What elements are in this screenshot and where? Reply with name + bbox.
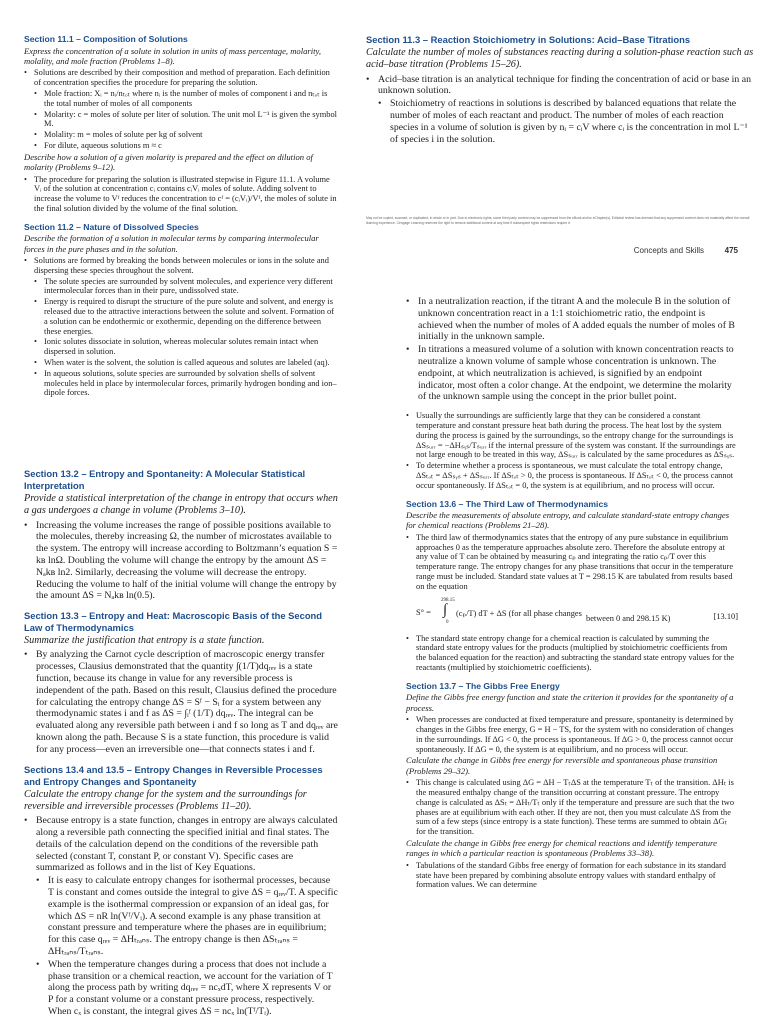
sub-bullet-item: • Molality: m = moles of solute per kg of solvent [34,130,338,140]
equation-number: [13.10] [713,611,738,621]
equation-13-10 [406,598,738,628]
sub-bullet-item: • In aqueous solutions, solute species are surrounded by solvation shells of solvent molecules held in place by intermolecular forces, primarily hydrogen bonding and ion–dipole forces. [34,369,338,398]
bullet-item: • When processes are conducted at fixed temperature and pressure, spontaneity is determined by changes in the Gibbs free energy, G = H − TS, for the system with no consideration of changes in the surroundings. If ΔG < 0, the process is spontaneous. If ΔG > 0, the process cannot occur spontaneously. If ΔG = 0, the system is at equilibrium, and no process will occur. [406,715,738,754]
bullet-item: • This change is calculated using ΔG = ΔH − TₜΔS at the temperature Tₜ of the transition. ΔHₜ is the measured enthalpy change of the transition occurring at constant pressure. The entropy change is calculated as ΔSₜ = ΔHₜ/Tₜ only if the temperature and pressure are such that the two phases are at equilibrium with each other. If they are not, then you must calculate ΔS from the sum of a few steps (since entropy is a state function). These terms are summed to obtain ΔGₜ for the transition. [406,778,738,837]
bullet-item: • Increasing the volume increases the range of possible positions available to the molecules, thereby increasing Ω, the number of microstates available to the system. The entropy will increase according to Boltzmann’s equation S = kʙ lnΩ. Doubling the volume will change the entropy by the amount ΔS = Nₐkʙ ln2. Similarly, decreasing the volume will decrease the entropy. Reducing the volume to half of the initial volume will change the entropy by the amount ΔS = Nₐkʙ ln(0.5). [24,520,338,603]
equation-condition: between 0 and 298.15 K) [586,613,671,623]
section-11-2 [24,222,338,398]
bullet-item: • Acid–base titration is an analytical technique for finding the concentration of acid or base in an unknown solution. [366,74,754,98]
sub-bullet-item: • Energy is required to disrupt the structure of the pure solute and solvent, and energy is released due to the attractive interactions between the solute and solvent. Formation of a solution can be endothermic or exothermic, depending on the difference between these energies. [34,297,338,336]
learning-objective: Describe the measurements of absolute entropy, and calculate standard-state entropy changes for chemical reactions (Problems 21–28). [406,510,730,531]
left-top-panel [0,28,344,468]
section-13-6 [406,499,738,673]
section-13-2 [24,468,338,602]
section-11-1 [24,34,338,214]
page-header [352,246,768,260]
equation-expression: (cₚ/T) dT + ΔS (for all phase changes [456,608,582,618]
learning-objective: Define the Gibbs free energy function and state the criterion it provides for the spontaneity of a process. [406,692,734,713]
sub-bullet-item: • When water is the solvent, the solution is called aqueous and solutes are labeled (aq). [34,358,338,368]
section-heading: Sections 13.4 and 13.5 – Entropy Changes in Reversible Processes and Entropy Changes and Spontaneity [24,763,323,787]
section-heading: Section 13.7 – The Gibbs Free Energy [406,680,560,691]
section-heading: Section 11.3 – Reaction Stoichiometry in Solutions: Acid–Base Titrations [366,34,691,45]
sub-bullet-item: • For dilute, aqueous solutions m ≈ c [34,141,338,151]
sub-bullet-item: • When the temperature changes during a process that does not include a phase transition or a chemical reaction, we account for the variation of T along the process path by writing dqᵣₑᵥ = ncₓdT, where X represents V or P for a constant volume or a constant pressure process, respectively. When cₓ is constant, the integral gives ΔS = ncₓ ln(Tᶠ/Tᵢ). [36,959,338,1018]
bullet-item: • In titrations a measured volume of a solution with known concentration reacts to neutralize a known volume of sample whose concentration is unknown. The endpoint, at which neutralization is achieved, is signified by an endpoint indicator, most often a color change. At the endpoint, we determine the molarity of the unknown sample using the concept in the prior bullet point. [406,344,738,403]
learning-objective: Summarize the justification that entropy is a state function. [24,635,265,647]
sub-bullet-item: • The solute species are surrounded by solvent molecules, and experience very different intermolecular forces than in their pure, undissolved state. [34,277,338,297]
section-13-7 [406,681,738,890]
bullet-item: • The procedure for preparing the solution is illustrated stepwise in Figure 11.1. A volume Vᵢ of the solution at concentration cᵢ contains cᵢVᵢ moles of solute. Adding solvent to increase the volume to Vᶠ reduces the concentration to cᶠ = (cᵢVᵢ)/Vᶠ, the moles of solute in the final solution divided by the volume of the final solution. [24,175,338,214]
sub-bullet-item: • Mole fraction: Xᵢ = nᵢ/nₜₒₜ where nᵢ is the number of moles of component i and nₜₒₜ is the total number of moles of all components [34,89,338,109]
sub-bullet-item: • It is easy to calculate entropy changes for isothermal processes, because T is constant and comes outside the integral to give ΔS = qᵣₑᵥ/T. A specific example is the isothermal compression or expansion of an ideal gas, for which ΔS = nR ln(Vᶠ/Vᵢ). A second example is any phase transition at constant pressure and temperature where the phases are in equilibrium; for this case qᵣₑᵥ = ΔHₜᵣₐₙₛ. The entropy change is then ΔSₜᵣₐₙₛ = ΔHₜᵣₐₙₛ/Tₜᵣₐₙₛ. [36,875,338,958]
section-heading: Section 13.2 – Entropy and Spontaneity: A Molecular Statistical Interpretation [24,468,306,491]
bullet-item: • Tabulations of the standard Gibbs free energy of formation for each substance in its standard state have been prepared by combining absolute entropy values with standard enthalpy of formation values. We can determine [406,861,738,890]
right-page-panel [352,238,768,1024]
bullet-item: • Usually the surroundings are sufficiently large that they can be considered a constant temperature and constant pressure heat bath during the process. The heat lost by the system during the process is gained by the surroundings, so the entropy change for the surroundings is ΔSₛᵤᵣᵣ = −ΔHₛᵧₛ/Tₛᵤᵣᵣ if the internal pressure of the system was constant. If the surroundings are not large enough to be treated in this way, ΔSₛᵤᵣᵣ is calculated by the same procedures as ΔSₛᵧₛ. [406,411,738,460]
bullet-item: • By analyzing the Carnot cycle description of macroscopic energy transfer processes, Clausius demonstrated that the quantity ∫(1/T)dqᵣₑᵥ is a state function, because its change in value for any reversible process is independent of the path. Based on this result, Clausius defined the procedure for calculating the entropy change ΔS = Sᶠ − Sᵢ for a system between any thermodynamic states i and f as ΔS = ∫ᵢᶠ (1/T) dqᵣₑᵥ. The integral can be evaluated along any reversible path between i and f so long as T and dqᵣₑᵥ are known along the path. Because S is a state function, this procedure is valid for any process—even an irreversible one—that connects states i and f. [24,649,338,755]
section-13-4-13-5 [24,764,338,1018]
bullet-item: • Because entropy is a state function, changes in entropy are always calculated along a reversible path connecting the specified initial and final states. The details of the calculation depend on the conditions of the reversible path selected (constant T, constant P, or constant V). Specific cases are summarized as follows and in the list of Key Equations. [24,815,338,874]
section-heading: Section 11.1 – Composition of Solutions [24,34,188,44]
bullet-item: • Solutions are formed by breaking the bonds between molecules or ions in the solute and dispersing these species throughout the solvent. [24,256,338,276]
bullet-item: • The standard state entropy change for a chemical reaction is calculated by summing the standard state entropy values for the products (multiplied by stoichiometric coefficients from the balanced equation for the reaction) and subtracting the standard state entropy values for the reactants (multiplied by stoichiometric coefficients). [406,634,738,673]
bullet-item: • Solutions are described by their composition and method of preparation. Each definition of concentration specifies the procedure for preparing the solution. [24,68,338,88]
page-number: 475 [724,246,738,255]
section-heading: Section 13.3 – Entropy and Heat: Macroscopic Basis of the Second Law of Thermodynamics [24,610,322,634]
section-13-3 [24,610,338,755]
right-top-panel [352,28,768,260]
bullet-item: • To determine whether a process is spontaneous, we must calculate the total entropy change, ΔSₜₒₜ = ΔSₛᵧₛ + ΔSₛᵤᵣᵣ. If ΔSₜₒₜ > 0, the process is spontaneous. If ΔSₜₒₜ < 0, the process cannot occur spontaneously. If ΔSₜₒₜ = 0, the system is at equilibrium, and no process will occur. [406,461,738,490]
learning-objective: Calculate the change in Gibbs free energy for reversible and spontaneous phase transition (Problems 29–32). [406,755,718,776]
sub-bullet-item: • Stoichiometry of reactions in solutions is described by balanced equations that relate the number of moles of each reactant and product. The number of moles of each reaction species in a volume of solution is given by nᵢ = cᵢV where cᵢ is the concentration in mol L⁻¹ of species i in the solution. [378,98,754,145]
section-heading: Section 11.2 – Nature of Dissolved Species [24,221,199,232]
learning-objective: Calculate the entropy change for the system and the surroundings for reversible and irreversible processes (Problems 11–20). [24,788,307,812]
bullet-item: • The third law of thermodynamics states that the entropy of any pure substance in equilibrium approaches 0 as the temperature approaches absolute zero. Therefore the absolute entropy at any value of T can be obtained by measuring cₚ and integrating the ratio cₚ/T over this temperature range. The entropy changes for any phase transitions that occur in the temperature range must be included. Standard state values at T = 298.15 K are tabulated from results based on the equation [406,533,738,592]
learning-objective: Provide a statistical interpretation of the change in entropy that occurs when a gas undergoes a change in volume (Problems 3–10). [24,493,338,517]
learning-objective: Express the concentration of a solute in solution in units of mass percentage, molarity, molality, and mole fraction (Problems 1–8). [24,45,322,66]
learning-objective: Calculate the number of moles of substances reacting during a solution-phase reaction such as acid–base titration (Problems 15–26). [366,47,754,71]
equation-lhs: S° = [416,607,431,617]
integral-lower-limit: 0 [446,619,449,625]
integral-sign-icon: ∫ [443,601,448,618]
bullet-item: • In a neutralization reaction, if the titrant A and the molecule B in the solution of unknown concentration react in a 1:1 stoichiometric ratio, the endpoint is achieved when the number of moles of A added equals the number of moles of B initially in the unknown sample. [406,296,738,343]
sub-bullet-item: • Molarity: c = moles of solute per liter of solution. The unit mol L⁻¹ is given the symbol M. [34,110,338,130]
section-heading: Section 13.6 – The Third Law of Thermodynamics [406,498,608,509]
learning-objective: Describe how a solution of a given molarity is prepared and the effect on dilution of molarity (Problems 9–12). [24,151,313,173]
sub-bullet-item: • Ionic solutes dissociate in solution, whereas molecular solutes remain intact when dispersed in solution. [34,337,338,357]
copyright-notice: May not be copied, scanned, or duplicated, in whole or in part. Due to electronic rights, some third party content may be suppressed from the eBook and/or eChapter(s). Editorial review has deemed that any suppressed content does not materially affect the overall learning experience. Cengage Learning reserves the right to remove additional content at any time if subsequent rights restrictions require it. [366,216,750,225]
integral-upper-limit: 298.15 [441,597,455,603]
learning-objective: Describe the formation of a solution in molecular terms by comparing intermolecular forces in the pure phases and in the solution. [24,233,319,254]
left-bottom-panel [0,468,344,1024]
running-title: Concepts and Skills [633,246,704,255]
learning-objective: Calculate the change in Gibbs free energy for chemical reactions and identify temperature ranges in which a particular reaction is spontaneous (Problems 33–38). [406,837,717,859]
